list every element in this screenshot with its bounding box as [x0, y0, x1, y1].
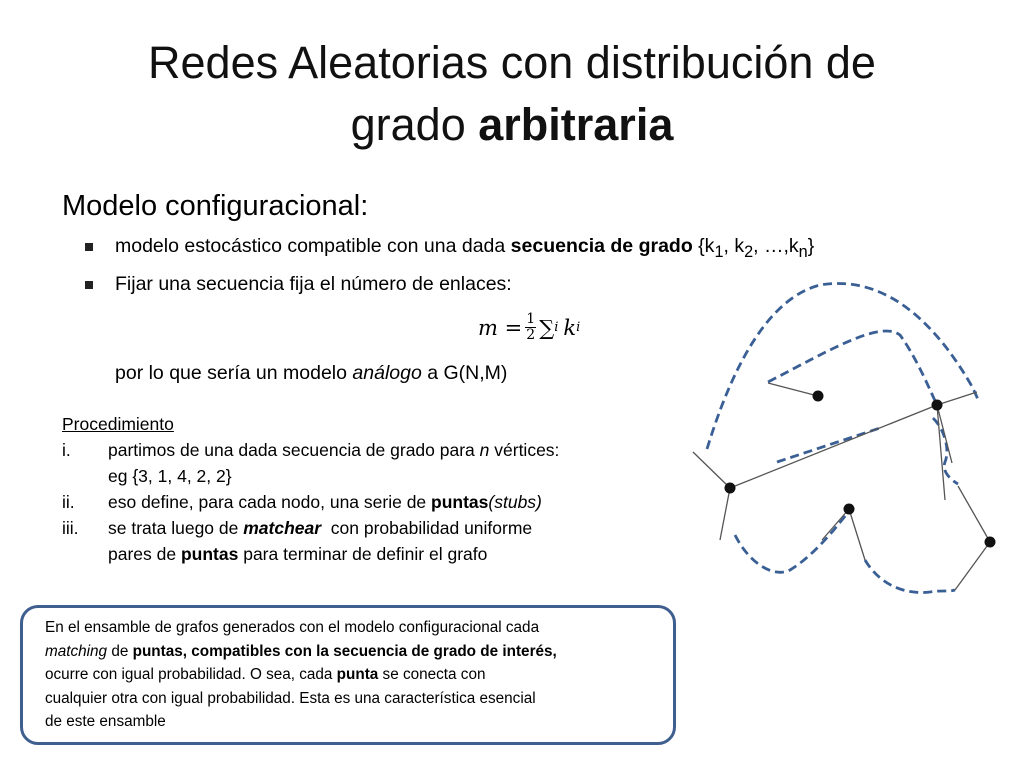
procedure-heading: Procedimiento [62, 414, 174, 434]
inner-dashed-arc [768, 331, 937, 405]
stub-left-node [693, 452, 730, 540]
node-top [813, 391, 824, 402]
node-right [932, 400, 943, 411]
node-left [725, 483, 736, 494]
matching-dashed-curves [707, 283, 978, 572]
ensemble-note-box: En el ensamble de grafos generados con el modelo configuracional cada matching de puntas, compatibles con la secuencia de grado de interés, ocurre con igual probabilidad. O sea, cada punta se conecta con cualquier otra con igual probabilidad. Esta es una característica esencial de este ensamble [20, 605, 676, 745]
edge-count-formula: m = $\frac{1}{2}$ ∑ i k i [478, 311, 581, 343]
title-line-1: Redes Aleatorias con distribución de [148, 37, 876, 88]
section-subtitle: Modelo configuracional: [62, 190, 369, 222]
bullet-item-1: modelo estocástico compatible con una dada secuencia de grado {$k_1$, $k_2$, $\dots,k_n$} [115, 235, 814, 262]
procedure-step-1: i. partimos de una dada secuencia de grado para n vértices: eg {3, 1, 4, 2, 2} [62, 440, 560, 486]
one-half-fraction: $\frac{1}{2}$ [526, 311, 536, 343]
graph-nodes [725, 391, 996, 548]
lower-right-dashed [865, 560, 955, 593]
right-dashed-notch [933, 418, 958, 484]
title-line-2: grado arbitraria [350, 99, 674, 150]
node-bottom [844, 504, 855, 515]
edge-left-right [730, 405, 937, 488]
lower-dashed-curve [735, 510, 850, 572]
stub-lines [693, 383, 990, 590]
node-far-right [985, 537, 996, 548]
stub-top-node [768, 383, 818, 396]
lower-right-dashed-curve [865, 560, 955, 593]
bullet-item-2: Fijar una secuencia fija el número de enlaces: [115, 273, 512, 296]
procedure-step-3: iii. se trata luego de matchear con probabilidad uniforme pares de puntas para terminar de definir el grafo [62, 518, 533, 564]
stub-far-right-node [955, 486, 990, 590]
analog-note: por lo que sería un modelo análogo a G(N,M) [115, 362, 508, 384]
middle-dashed-segment [777, 428, 880, 462]
procedure-step-2: ii. eso define, para cada nodo, una serie de puntas(stubs) [62, 492, 542, 512]
